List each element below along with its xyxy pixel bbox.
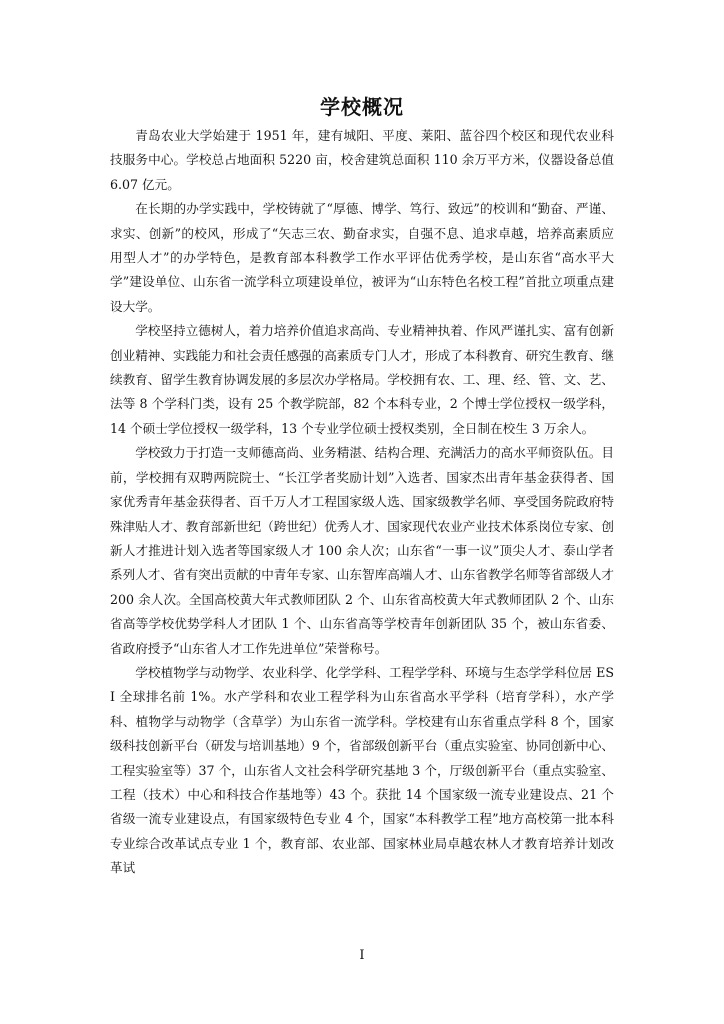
paragraph-motto-and-features: 在长期的办学实践中，学校铸就了“厚德、博学、笃行、致远”的校训和“勤奋、严谨、求实、创新”的校风，形成了“矢志三农、勤奋求实，自强不息、追求卓越，培养高素质应用型人才”的办学特色，是教育部本科教学工作水平评估优秀学校，是山东省“高水平大学”建设单位、山东省一流学科立项建设单位，被评为“山东特色名校工程”首批立项重点建设大学。 bbox=[110, 201, 614, 314]
paragraph-disciplines: 学校植物学与动物学、农业科学、化学学科、工程学学科、环境与生态学学科位居 ESI 全球排名前 1%。水产学科和农业工程学科为山东省高水平学科（培育学科），水产学科、植物学与动物学（含草学）为山东省一流学科。学校建有山东省重点学科 8 个，国家级科技创新平台（研发与培训基地）9 个，省部级创新平台（重点实验室、协同创新中心、工程实验室等）37 个，山东省人文社会科学研究基地 3 个，厅级创新平台（重点实验室、工程（技术）中心和科技合作基地等）43 个。获批 14 个国家级一流专业建设点、21 个省级一流专业建设点，有国家级特色专业 4 个，国家“本科教学工程”地方高校第一批本科专业综合改革试点专业 1 个，教育部、农业部、国家林业局卓越农林人才教育培养计划改革试 bbox=[110, 664, 614, 876]
page-number: I bbox=[359, 948, 365, 963]
body-text bbox=[110, 124, 614, 881]
page-title: 学校概况 bbox=[320, 95, 404, 119]
paragraph-education-structure: 学校坚持立德树人，着力培养价值追求高尚、专业精神执着、作风严谨扎实、富有创新创业精神、实践能力和社会责任感强的高素质专门人才，形成了本科教育、研究生教育、继续教育、留学生教育协调发展的多层次办学格局。学校拥有农、工、理、经、管、文、艺、法等 8 个学科门类，设有 25 个教学院部，82 个本科专业，2 个博士学位授权一级学科，14 个硕士学位授权一级学科，13 个专业学位硕士授权类别，全日制在校生 3 万余人。 bbox=[110, 323, 614, 436]
paragraph-faculty: 学校致力于打造一支师德高尚、业务精湛、结构合理、充满活力的高水平师资队伍。目前，学校拥有双聘两院院士、“长江学者奖励计划”入选者、国家杰出青年基金获得者、国家优秀青年基金获得者、百千万人才工程国家级人选、国家级教学名师、享受国务院政府特殊津贴人才、教育部新世纪（跨世纪）优秀人才、国家现代农业产业技术体系岗位专家、创新人才推进计划入选者等国家级人才 100 余人次；山东省“一事一议”顶尖人才、泰山学者系列人才、省有突出贡献的中青年专家、山东智库高端人才、山东省教学名师等省部级人才 200 余人次。全国高校黄大年式教师团队 2 个、山东省高校黄大年式教师团队 2 个、山东省高等学校优势学科人才团队 1 个、山东省高等学校青年创新团队 35 个，被山东省委、省政府授予“山东省人才工作先进单位”荣誉称号。 bbox=[110, 445, 614, 656]
paragraph-overview: 青岛农业大学始建于 1951 年，建有城阳、平度、莱阳、蓝谷四个校区和现代农业科技服务中心。学校总占地面积 5220 亩，校舍建筑总面积 110 余万平方米，仪器设备总值 6.07 亿元。 bbox=[110, 128, 614, 192]
